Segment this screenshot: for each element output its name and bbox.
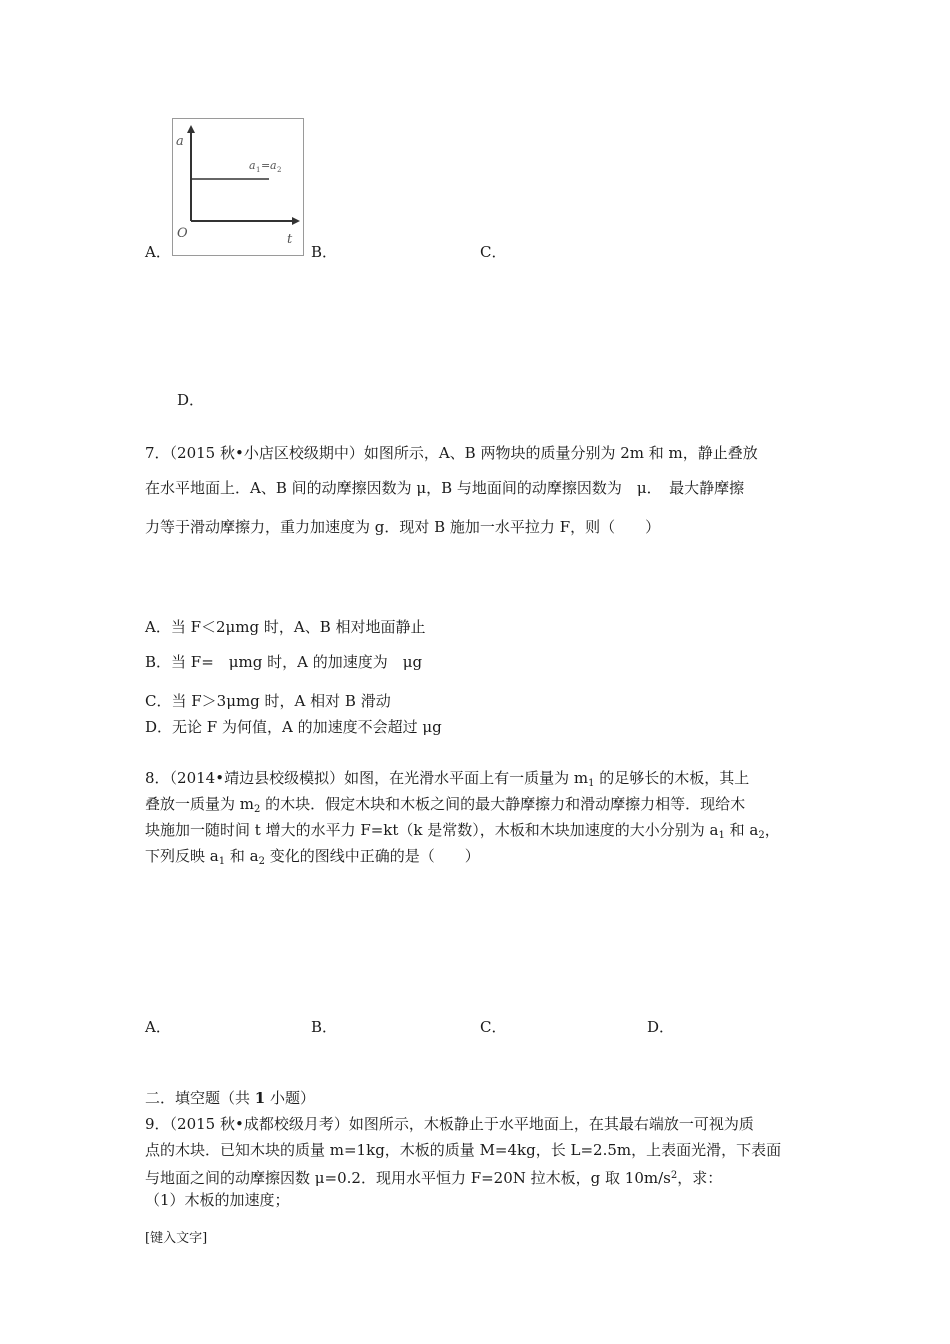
q8-line-4-sub-2: 2 bbox=[258, 856, 265, 867]
q7-stem-line-2: 在水平地面上．A、B 间的动摩擦因数为 μ，B 与地面间的动摩擦因数为 μ． 最大静摩擦 bbox=[145, 479, 745, 497]
q8-line-2-text-b: 的木块．假定木块和木板之间的最大静摩擦力和滑动摩擦力相等．现给木 bbox=[260, 795, 746, 813]
axis-label-t: t bbox=[287, 232, 293, 247]
q6-option-d: D． bbox=[177, 391, 205, 409]
q9-stem-line-1: 9．（2015 秋•成都校级月考）如图所示，木板静止于水平地面上，在其最右端放一可视为质 bbox=[145, 1115, 754, 1133]
q8-line-3-text-b: 和 a bbox=[724, 821, 759, 839]
q8-line-1-text-b: 的足够长的木板，其上 bbox=[594, 769, 750, 787]
q8-line-3-sub-1: 1 bbox=[718, 830, 725, 841]
q9-stem-line-2: 点的木块．已知木块的质量 m=1kg，木板的质量 M=4kg，长 L=2.5m，上表面光滑，下表面 bbox=[145, 1141, 782, 1159]
q8-line-4-text-c: 变化的图线中正确的是（ ） bbox=[264, 847, 480, 865]
footer-placeholder: [键入文字] bbox=[145, 1231, 208, 1246]
q6-option-a-graph bbox=[172, 118, 304, 256]
q8-stem-line-3 bbox=[145, 820, 780, 846]
t-axis-arrow bbox=[292, 217, 300, 225]
q8-line-1-sub: 1 bbox=[588, 778, 595, 789]
q8-line-2-text-a: 叠放一质量为 m bbox=[145, 795, 254, 813]
q9-line-3-text-b: ，求： bbox=[677, 1169, 723, 1187]
q8-line-3-text-c: ， bbox=[764, 821, 780, 839]
q9-line-3-text-a: 与地面之间的动摩擦因数 μ=0.2．现用水平恒力 F=20N 拉木板，g 取 10m/s bbox=[145, 1169, 671, 1187]
label-a1: a bbox=[249, 159, 256, 172]
a-axis-arrow bbox=[187, 125, 195, 133]
axis-label-a: a bbox=[176, 134, 184, 149]
q8-option-b: B． bbox=[311, 1018, 338, 1036]
q8-stem-line-4 bbox=[145, 846, 480, 872]
q7-option-a: A．当 F＜2μmg 时，A、B 相对地面静止 bbox=[145, 618, 426, 636]
q6-option-b: B． bbox=[311, 243, 338, 261]
q7-option-d: D．无论 F 为何值，A 的加速度不会超过 μg bbox=[145, 718, 442, 736]
q8-line-4-text-b: 和 a bbox=[225, 847, 259, 865]
q9-line-3-sup: 2 bbox=[670, 1170, 678, 1181]
q7-stem-line-3: 力等于滑动摩擦力，重力加速度为 g．现对 B 施加一水平拉力 F，则（ ） bbox=[145, 518, 661, 536]
q8-line-4-sub-1: 1 bbox=[218, 856, 226, 867]
section-2-title-b: 小题） bbox=[265, 1089, 315, 1107]
q8-stem-line-1 bbox=[145, 768, 749, 794]
label-equals: = bbox=[261, 159, 271, 172]
section-2-count: 1 bbox=[254, 1089, 266, 1107]
label-a2-sub: 2 bbox=[277, 166, 282, 174]
section-2-heading bbox=[145, 1088, 315, 1108]
q8-option-a: A． bbox=[145, 1018, 171, 1036]
q6-option-c: C． bbox=[480, 243, 507, 261]
q8-option-d: D． bbox=[647, 1018, 675, 1036]
q6-option-a: A． bbox=[145, 243, 171, 261]
origin-label: O bbox=[177, 226, 188, 241]
label-a1-sub: 1 bbox=[256, 166, 261, 174]
q7-stem-line-1: 7．（2015 秋•小店区校级期中）如图所示，A、B 两物块的质量分别为 2m 和 m，静止叠放 bbox=[145, 444, 758, 462]
q9-subquestion-1: （1）木板的加速度； bbox=[145, 1191, 290, 1209]
label-a2: a bbox=[270, 159, 277, 172]
q7-option-b: B．当 F= μmg 时，A 的加速度为 μg bbox=[145, 653, 423, 671]
q8-line-3-sub-2: 2 bbox=[758, 830, 765, 841]
q8-line-3-text-a: 块施加一随时间 t 增大的水平力 F=kt（k 是常数），木板和木块加速度的大小分别为 a bbox=[145, 821, 719, 839]
q9-stem-line-3 bbox=[145, 1166, 722, 1188]
q8-option-c: C． bbox=[480, 1018, 507, 1036]
q8-line-4-text-a: 下列反映 a bbox=[145, 847, 219, 865]
q8-line-2-sub: 2 bbox=[254, 804, 261, 815]
q7-option-c: C．当 F＞3μmg 时，A 相对 B 滑动 bbox=[145, 692, 391, 710]
q8-stem-line-2 bbox=[145, 794, 745, 820]
q8-line-1-text-a: 8．（2014•靖边县校级模拟）如图，在光滑水平面上有一质量为 m bbox=[145, 769, 589, 787]
acceleration-time-graph bbox=[173, 119, 303, 255]
section-2-title-a: 二．填空题（共 bbox=[145, 1089, 255, 1107]
